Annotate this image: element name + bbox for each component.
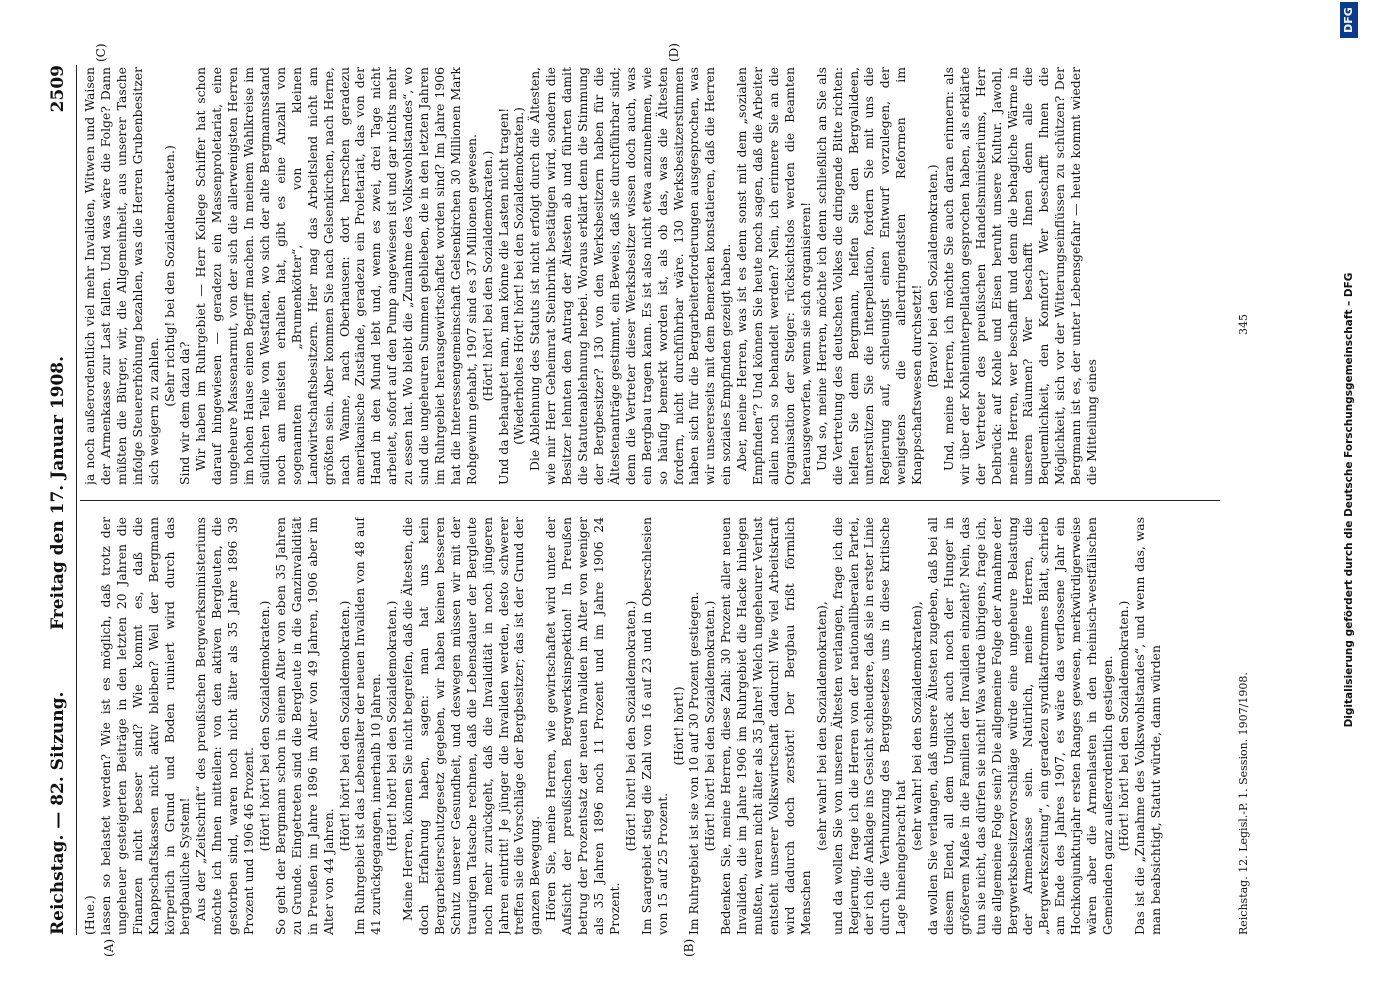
- margin-mark-d: (D): [667, 43, 681, 62]
- left-paragraph: (sehr wahr! bei den Sozialdemokraten),: [813, 601, 829, 851]
- speaker-name: (Hue.): [82, 895, 97, 935]
- left-paragraph: Aus der „Zeitschrift“ des preußischen Bergwerksministeriums möchte ich Ihnen mitteilen: von den aktiven Bergleuten, die gestorben sind, waren noch nicht älter als 35 Jahre 1896 39 Prozent und 1906 46 Prozent.: [193, 517, 257, 935]
- left-paragraph: Hören Sie, meine Herren, wie gewirtschaftet wird unter der Aufsicht der preußischen Bergwerksinspektion! In Preußen betrug der Prozentsatz der neuen Invaliden im Alter von weniger als 35 Jahren 1896 noch 11 Prozent und im Jahre 1906 24 Prozent.: [543, 517, 622, 935]
- right-paragraph: (Sehr richtig! bei den Sozialdemokraten.): [161, 145, 177, 407]
- column-divider: [80, 500, 1220, 501]
- left-paragraph: (Hört! hört! bei den Sozialdemokraten.): [702, 600, 718, 852]
- right-paragraph: Und so, meine Herren, möchte ich denn schließlich an Sie als die Vertretung des deutschen Volkes die dringende Bitte richten: helfen Sie dem Bergmann, helfen Sie den Bergvalideen, unterstützen Sie die Interpellation, fordern Sie mit uns die Regierung auf, schleunigst einen Entwurf vorzulegen, der wenigstens die allerdringendsten Reformen im Knappschaftswesen durchsetzt!: [813, 67, 925, 485]
- left-paragraph: da wollen Sie verlangen, daß unsere Ältesten zugeben, daß bei all diesem Elend, all dem Unglück auch noch der Hunger in größerem Maße in die Familien der Invaliden einzieht? Nein, das tun sie nicht, das dürfen sie nicht! Was würde übrigens, frage ich, die allgemeine Folge sein? Die allgemeine Folge der Annahme der Bergwerksbesitzervorschläge würde eine ungeheure Belastung der Armenkasse sein. Natürlich, meine Herren, die „Bergwerkszeitung“, ein geradezu syndikatfrommes Blatt, schrieb am Ende des Jahres 1907, es wäre das verflossene Jahr ein Hochkonjunkturjahr ersten Ranges gewesen, merkwürdigerweise wären aber die Armenlasten in den rheinisch-westfälischen Gemeinden ganz außerordentlich gestiegen.: [925, 517, 1115, 935]
- page-header: [42, 65, 77, 935]
- left-column: [82, 517, 1232, 935]
- margin-mark-c: (C): [94, 43, 108, 62]
- dfg-logo: DFG: [1340, 2, 1358, 38]
- left-paragraph: (Hört! hört! bei den Sozialdemokraten.): [622, 600, 638, 852]
- right-paragraph: Sind wir dem dazu da?: [177, 341, 193, 485]
- right-paragraph: (Hört! hört! bei den Sozialdemokraten.): [479, 150, 495, 402]
- right-paragraph: ja noch außerordentlich viel mehr Invaliden, Witwen und Waisen der Armenkasse zur Last fallen. Und was wäre die Folge? Dann müßten die Bürger, wir, die Allgemeinheit, aus unserer Tasche infolge Steuererhöhung bezahlen, was die Herren Grubenbesitzer sich weigern zu zahlen.: [82, 67, 161, 485]
- left-paragraph: (Hört! hört! bei den Sozialdemokraten.): [336, 600, 352, 852]
- left-paragraph: (sehr wahr! bei den Sozialdemokraten),: [909, 601, 925, 851]
- right-paragraph: Und, meine Herren, ich möchte Sie auch daran erinnern: als wir über der Kohleninterpellation gesprochen haben, als erklärte der Vertreter des preußischen Handelsministeriums, Herr Delbrück: auf Kohle und Eisen beruht unsere Kultur. Jawohl, meine Herren, wer beschafft und denn die behagliche Wärme in unseren Räumen? Wer beschafft Ihnen denn alle die Bequemlichkeit, den Komfort? Wer beschafft Ihnen die Möglichkeit, sich vor der Witterungseinflüssen zu schützen? Der Bergmann ist es, der unter Lebensgefahr — heute kommt wieder die Mitteilung eines: [940, 67, 1100, 485]
- margin-mark-b: (B): [682, 938, 696, 957]
- right-paragraph: Wir haben im Ruhrgebiet — Herr Kollege Schiffer hat schon darauf hingewiesen — geradezu ein Massenproletariat, eine ungeheure Massenarmut, von der sich die allerwenigsten Herren im hohen Hause einen Begriff machen. In meinem Wahlkreise im südlichen Teile von Westfalen, wo sich der alte Bergmannsstand noch am meisten erhalten hat, gibt es eine Anzahl von sogenannten „Brumenkötter“, von kleinen Landwirtschaftsbesitzern. Hier mag das Arbeitslend nicht am größten sein. Aber kommen Sie nach Gelsenkirchen, nach Herne, nach Wanne, nach Oberhausen: dort herrschen geradezu amerikanische Zustände, geradezu ein Proletariat, das von der Hand in den Mund lebt und, wenn es zwei, drei Tage nicht arbeitet, sofort auf den Pump angewiesen ist und gar nichts mehr zu essen hat. Wo bleibt die „Zunahme des Volkswohlstandes“, wo sind die ungeheuren Summen geblieben, die in den letzten Jahren im Ruhrgebiet herausgewirtschaftet worden sind? Im Jahre 1906 hat die Interessengemeinschaft Gelsenkirchen 30 Millionen Mark Rohgewinn gehabt, 1907 sind es 37 Millionen gewesen.: [193, 67, 479, 485]
- left-paragraph: und da wollen Sie von unseren Ältesten verlangen, frage ich die Regierung, frage ich die Herren von der nationalliberalen Partei, der ich die Anklage ins Gesicht schleudere, daß sie in erster Linie durch die Verhunzung des Berggesetzes uns in diese kritische Lage hineingebracht hat: [829, 517, 909, 935]
- left-paragraph: So geht der Bergmann schon in einem Alter von eben 35 Jahren zu Grunde. Eingetreten sind die Bergleute in die Ganzinvalidität in Preußen im Jahre 1896 im Alter von 49 Jahren, 1906 aber im Alter von 44 Jahren.: [272, 517, 336, 935]
- page-number: 2509: [48, 65, 68, 113]
- newspaper-page: [42, 43, 1272, 957]
- left-paragraph: Im Ruhrgebiet ist das Lebensalter der neuen Invaliden von 48 auf 41 zurückgegangen, innerhalb 10 Jahren.: [352, 517, 384, 935]
- left-paragraph: Im Ruhrgebiet ist sie von 10 auf 30 Prozent gestiegen.: [686, 591, 702, 935]
- footer-session: Reichstag. 12. Legisl.-P. 1. Session. 1907/1908.: [1237, 672, 1250, 935]
- left-paragraph: Bedenken Sie, meine Herren, diese Zahl: 30 Prozent aller neuen Invaliden, die im Jahre 1906 im Ruhrgebiet die Hacke hinlegen mußten, waren nicht älter als 35 Jahre! Welch ungeheurer Verlust entsteht unserer Volkswirtschaft dadurch! Wie viel Arbeitskraft wird dadurch doch zerstört! Der Bergbau frißt förmlich Menschen: [718, 517, 813, 935]
- margin-mark-a: (A): [102, 938, 116, 957]
- right-paragraph: Und da behauptet man, man könne die Lasten nicht tragen!: [495, 107, 511, 485]
- digitization-note: Digitalisierung gefördert durch die Deutsche Forschungsgemeinschaft – DFG: [1343, 272, 1355, 728]
- header-date: Freitag den 17. Januar 1908.: [48, 355, 68, 630]
- right-paragraph: Die Ablehnung des Statuts ist nicht erfolgt durch die Ältesten, wie mir Herr Geheimrat Steinbrink bestätigen wird, sondern die Besitzer lehnten den Antrag der Ältesten ab und führten damit die Statutenablehnung herbei. Woraus erklärt denn die Stimmung der Bergbesitzer? 130 von den Werksbesitzern haben für die Ältestenanträge gestimmt, ein Beweis, daß sie durchführbar sind; denn die Vertreter dieser Werksbesitzer wissen doch auch, was ein Bergbau tragen kann. Es ist also nicht etwa anzunehmen, wie so häufig bemerkt worden ist, als ob das, was die Ältesten fordern, nicht durchführbar wäre. 130 Werksbesitzerstimmen haben sich für die Bergarbeiterforderungen ausgesprochen, was wir unsererseits mit dem Bemerken konstatieren, daß die Herren ein soziales Empfinden gezeigt haben.: [527, 67, 734, 485]
- left-paragraph: Im Saargebiet stieg die Zahl von 16 auf 23 und in Oberschlesien von 15 auf 25 Prozent.: [638, 517, 670, 935]
- left-paragraph: lassen so belastet werden? Wie ist es möglich, daß trotz der ungeheuer gesteigerten Beiträge in den letzten 20 Jahren die Finanzen nicht besser sind? Wie kommt es, daß die Knappschaftskassen nicht aktiv bleiben? Weil der Bergmann körperlich in Grund und Boden ruiniert wird durch das bergbauliche System!: [97, 517, 193, 935]
- right-paragraph: Aber, meine Herren, was ist es denn sonst mit dem „sozialen Empfinden“? Und können Sie heute noch sagen, daß die Arbeiter allein noch so behandelt werden? Nein, ich erinnere Sie an die Organisation der Steiger: rücksichtslos werden die Beamten herausgeworfen, wenn sie sich organisieren!: [734, 67, 813, 485]
- left-paragraph: Das ist die „Zunahme des Volkswohlstandes“, und wenn das, was man beabsichtigt, Statut würde, dann würden: [1131, 517, 1163, 935]
- left-paragraph: (Hört! hört!): [670, 686, 686, 766]
- right-paragraph: (Bravo! bei den Sozialdemokraten.): [925, 164, 941, 388]
- left-paragraph: Meine Herren, können Sie nicht begreifen, daß die Ältesten, die doch Erfahrung haben, sagen: man hat uns kein Bergarbeiterschutzgesetz gegeben, wir haben keinen besseren Schutz unserer Gesundheit, und deswegen müssen wir mit der traurigen Tatsache rechnen, daß die Lebensdauer der Bergleute noch mehr zurückgeht, daß die Invalidität in noch jüngeren Jahren eintritt! Je jünger die Invaliden werden, desto schwerer treffen sie die Vorschläge der Bergbesitzer; das ist der Grund der ganzen Bewegung.: [400, 517, 543, 935]
- header-left: Reichstag. — 82. Sitzung.: [48, 691, 68, 935]
- left-paragraph: (Hört! hört! bei den Sozialdemokraten.): [256, 600, 272, 852]
- left-paragraph: (Hört! hört! bei den Sozialdemokraten.): [1115, 600, 1131, 852]
- left-paragraph: (Hört! hört! bei den Sozialdemokraten.): [384, 600, 400, 852]
- right-column: [82, 67, 1232, 485]
- footer-sheet-number: 345: [1237, 314, 1250, 335]
- right-paragraph: (Wiederholtes Hört! hört! bei den Sozialdemokraten.): [511, 107, 527, 445]
